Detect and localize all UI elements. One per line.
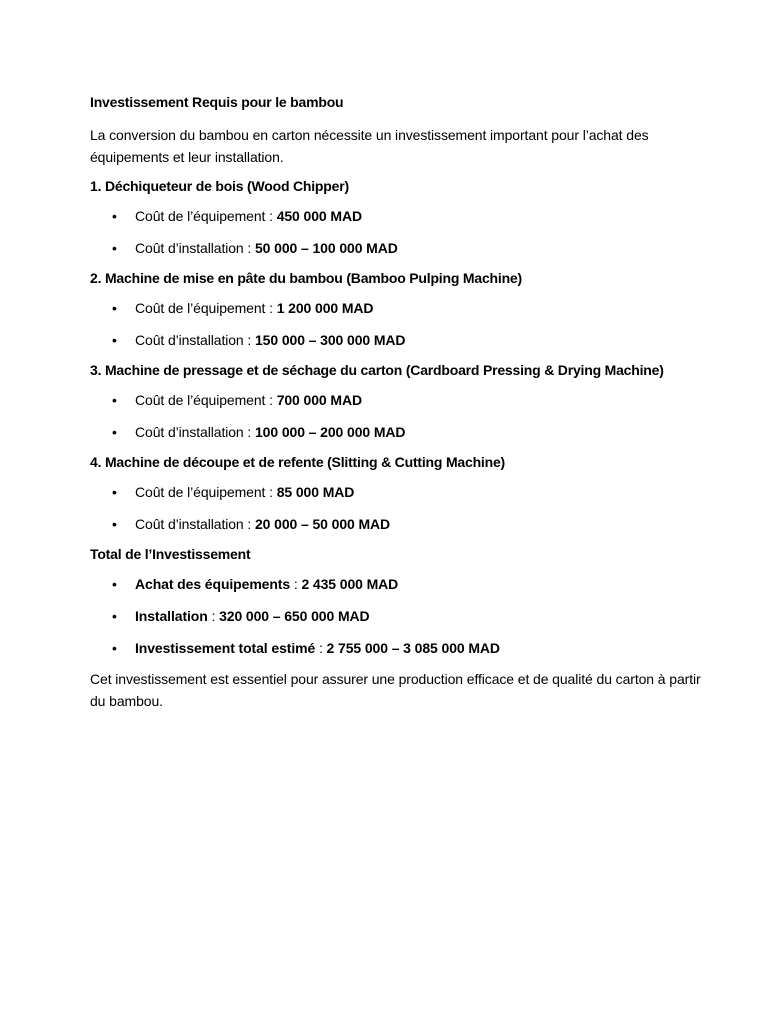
bullet-icon: • <box>112 332 117 348</box>
item-separator: : <box>315 640 327 656</box>
section-heading-pressing-machine: 3. Machine de pressage et de séchage du carton (Cardboard Pressing & Drying Machine) <box>90 362 664 378</box>
item-value: 2 755 000 – 3 085 000 MAD <box>326 640 500 656</box>
bullet-icon: • <box>112 424 117 440</box>
item-value: 320 000 – 650 000 MAD <box>219 608 370 624</box>
list-item <box>90 638 708 658</box>
section-heading-cutting-machine: 4. Machine de découpe et de refente (Slitting & Cutting Machine) <box>90 454 506 470</box>
list-item <box>90 330 708 350</box>
item-label: Coût d’installation : <box>135 240 255 256</box>
list-item <box>90 298 708 318</box>
item-label: Coût d’installation : <box>135 332 255 348</box>
item-label: Coût d’installation : <box>135 516 255 532</box>
item-value: 1 200 000 MAD <box>276 300 374 316</box>
item-value: 150 000 – 300 000 MAD <box>254 332 406 348</box>
bullet-icon: • <box>112 300 117 316</box>
section-heading-wood-chipper: 1. Déchiqueteur de bois (Wood Chipper) <box>90 178 349 194</box>
item-value: 20 000 – 50 000 MAD <box>254 516 391 532</box>
bullet-icon: • <box>112 640 117 656</box>
intro-paragraph: La conversion du bambou en carton nécessite un investissement important pour l’achat des équipements et leur installation. <box>90 127 649 165</box>
bullet-icon: • <box>112 208 117 224</box>
section-heading-pulping-machine: 2. Machine de mise en pâte du bambou (Bamboo Pulping Machine) <box>90 270 522 286</box>
bullet-icon: • <box>112 240 117 256</box>
item-value: 50 000 – 100 000 MAD <box>254 240 398 256</box>
closing-paragraph: Cet investissement est essentiel pour assurer une production efficace et de qualité du carton à partir du bambou. <box>90 671 701 709</box>
section-list-pulping-machine <box>90 298 708 350</box>
item-separator: : <box>290 576 302 592</box>
item-label: Coût de l’équipement : <box>135 484 277 500</box>
list-item <box>90 390 708 410</box>
section-list-wood-chipper <box>90 206 708 258</box>
list-item <box>90 206 708 226</box>
item-separator: : <box>207 608 220 624</box>
total-list <box>90 574 708 658</box>
item-value: 85 000 MAD <box>276 484 355 500</box>
list-item <box>90 238 708 258</box>
list-item <box>90 482 708 502</box>
item-value: 700 000 MAD <box>276 392 362 408</box>
list-item <box>90 422 708 442</box>
bullet-icon: • <box>112 484 117 500</box>
list-item <box>90 606 708 626</box>
item-label: Installation <box>135 608 208 624</box>
item-label: Coût de l’équipement : <box>135 208 277 224</box>
item-label: Coût de l’équipement : <box>135 392 277 408</box>
bullet-icon: • <box>112 392 117 408</box>
total-heading: Total de l’Investissement <box>90 546 251 562</box>
item-value: 100 000 – 200 000 MAD <box>254 424 406 440</box>
item-value: 2 435 000 MAD <box>301 576 399 592</box>
list-item <box>90 514 708 534</box>
section-list-cutting-machine <box>90 482 708 534</box>
bullet-icon: • <box>112 576 117 592</box>
list-item <box>90 574 708 594</box>
item-label: Coût de l’équipement : <box>135 300 277 316</box>
document-title: Investissement Requis pour le bambou <box>90 94 344 110</box>
section-list-pressing-machine <box>90 390 708 442</box>
item-label: Investissement total estimé <box>135 640 316 656</box>
item-label: Achat des équipements <box>135 576 291 592</box>
bullet-icon: • <box>112 516 117 532</box>
bullet-icon: • <box>112 608 117 624</box>
item-value: 450 000 MAD <box>276 208 362 224</box>
item-label: Coût d’installation : <box>135 424 255 440</box>
